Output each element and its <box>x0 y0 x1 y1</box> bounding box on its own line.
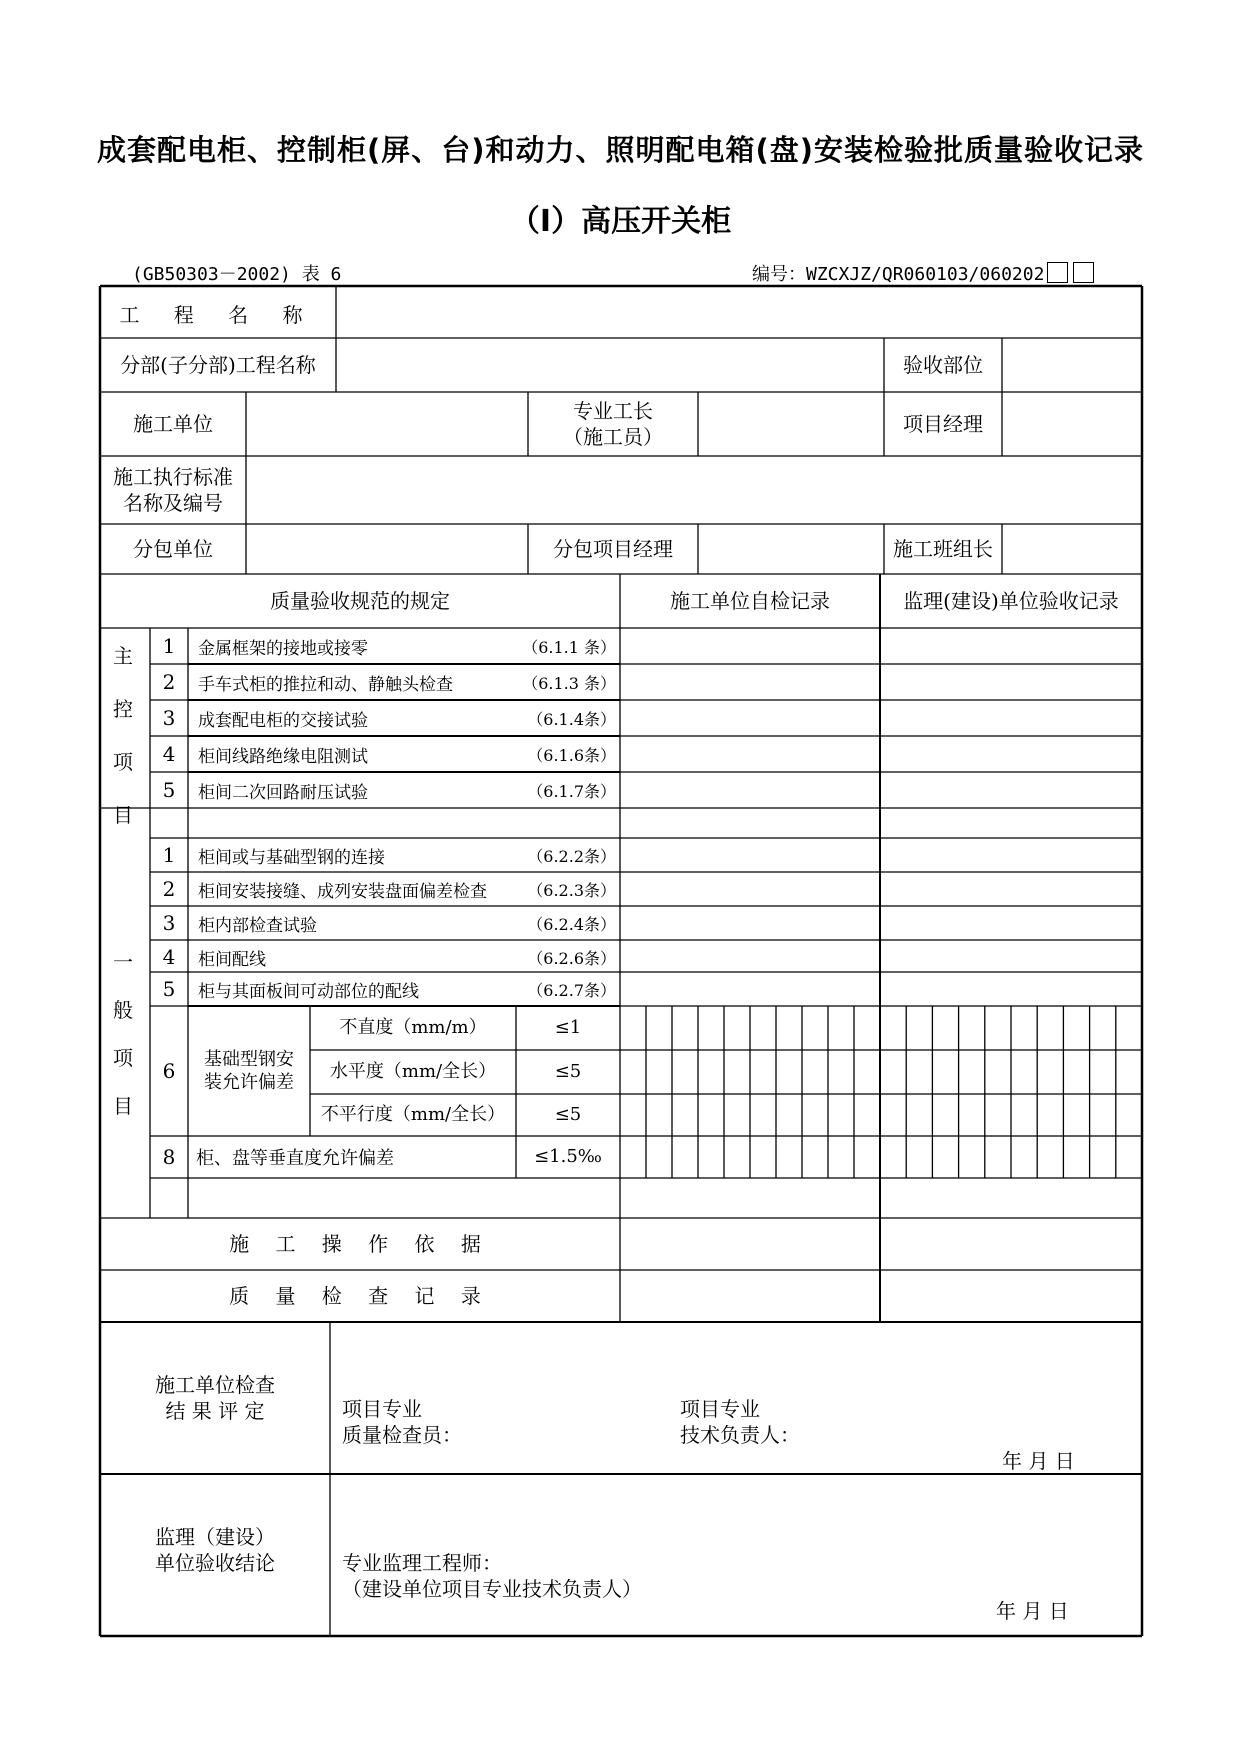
standard-reference: (GB50303－2002) 表 6 <box>132 264 342 285</box>
main-item-number: 5 <box>162 778 176 802</box>
main-item-number: 4 <box>162 742 176 766</box>
pm-label: 项目经理 <box>903 412 983 436</box>
foreman-label: 专业工长 （施工员） <box>563 399 663 449</box>
supervisor-conclusion-label: 监理（建设） 单位验收结论 <box>155 1525 275 1575</box>
main-item-clause: （6.1.3 条） <box>522 673 616 693</box>
general-item-number: 3 <box>162 911 176 935</box>
main-item-clause: （6.1.6条） <box>527 745 616 765</box>
general-item-clause: （6.2.3条） <box>527 880 616 900</box>
general-item-text: 柜与其面板间可动部位的配线 <box>198 981 419 1002</box>
general-item-text: 柜内部检查试验 <box>198 915 317 936</box>
main-item-text: 柜间二次回路耐压试验 <box>198 782 368 803</box>
main-control-label: 主 控 项 目 <box>113 644 133 827</box>
standard-label: 施工执行标准 名称及编号 <box>113 465 233 515</box>
spec-column-header: 质量验收规范的规定 <box>270 589 450 613</box>
supervision-column-header: 监理(建设)单位验收记录 <box>903 589 1119 613</box>
item6-label: 基础型钢安 装允许偏差 <box>204 1048 294 1093</box>
general-item-text: 柜间配线 <box>198 949 266 970</box>
main-item-text: 成套配电柜的交接试验 <box>198 710 368 731</box>
self-check-column-header: 施工单位自检记录 <box>670 589 830 613</box>
item6-parallelism: 不平行度（mm/全长） <box>320 1104 506 1126</box>
item8-text: 柜、盘等垂直度允许偏差 <box>196 1148 394 1169</box>
general-item-number: 4 <box>162 945 176 969</box>
general-item-text: 柜间或与基础型钢的连接 <box>198 847 385 868</box>
quality-inspector-sign: 项目专业 质量检查员： <box>342 1397 462 1447</box>
item8-limit: ≤1.5‰ <box>534 1146 602 1168</box>
main-item-number: 2 <box>162 670 176 694</box>
general-item-clause: （6.2.7条） <box>527 980 616 1000</box>
general-item-clause: （6.2.4条） <box>527 914 616 934</box>
contractor-date: 年 月 日 <box>1002 1449 1075 1473</box>
item8-number: 8 <box>162 1145 176 1169</box>
subcontract-pm-label: 分包项目经理 <box>553 537 673 561</box>
team-leader-label: 施工班组长 <box>893 537 993 561</box>
main-item-clause: （6.1.1 条） <box>522 637 616 657</box>
document-subtitle: （Ⅰ）高压开关柜 <box>509 204 732 239</box>
subcontract-label: 分包单位 <box>133 537 213 561</box>
tech-lead-sign: 项目专业 技术负责人： <box>680 1397 800 1447</box>
operation-basis-label: 施 工 操 作 依 据 <box>229 1232 491 1256</box>
sub-project-label: 分部(子分部)工程名称 <box>120 353 316 377</box>
contractor-result-label: 施工单位检查 结 果 评 定 <box>155 1373 275 1423</box>
main-item-clause: （6.1.4条） <box>527 709 616 729</box>
main-item-number: 1 <box>162 634 176 658</box>
doc-number-text: 编号：WZCXJZ/QR060103/060202 <box>752 264 1045 285</box>
item6-parallelism-limit: ≤5 <box>554 1104 582 1126</box>
item6-straightness-limit: ≤1 <box>554 1017 582 1039</box>
construction-unit-label: 施工单位 <box>133 412 213 436</box>
item6-straightness: 不直度（mm/m） <box>339 1017 487 1039</box>
general-item-number: 1 <box>162 843 176 867</box>
main-item-text: 手车式柜的推拉和动、静触头检查 <box>198 674 453 695</box>
general-item-number: 5 <box>162 977 176 1001</box>
general-item-number: 2 <box>162 877 176 901</box>
general-item-clause: （6.2.2条） <box>527 846 616 866</box>
item6-number: 6 <box>162 1059 176 1083</box>
main-item-number: 3 <box>162 706 176 730</box>
main-item-text: 金属框架的接地或接零 <box>198 638 368 659</box>
general-item-text: 柜间安装接缝、成列安装盘面偏差检查 <box>198 881 487 902</box>
main-item-clause: （6.1.7条） <box>527 781 616 801</box>
supervisor-date: 年 月 日 <box>996 1599 1069 1623</box>
general-items-label: 一 般 项 目 <box>113 950 133 1118</box>
quality-record-label: 质 量 检 查 记 录 <box>229 1284 491 1308</box>
item6-levelness-limit: ≤5 <box>554 1061 582 1083</box>
document-title: 成套配电柜、控制柜(屏、台)和动力、照明配电箱(盘)安装检验批质量验收记录 <box>96 133 1145 167</box>
general-item-clause: （6.2.6条） <box>527 948 616 968</box>
supervising-engineer-sign: 专业监理工程师： （建设单位项目专业技术负责人） <box>342 1551 642 1601</box>
accept-part-label: 验收部位 <box>903 353 983 377</box>
main-item-text: 柜间线路绝缘电阻测试 <box>198 746 368 767</box>
project-name-label: 工 程 名 称 <box>119 303 317 327</box>
item6-levelness: 水平度（mm/全长） <box>329 1061 497 1083</box>
